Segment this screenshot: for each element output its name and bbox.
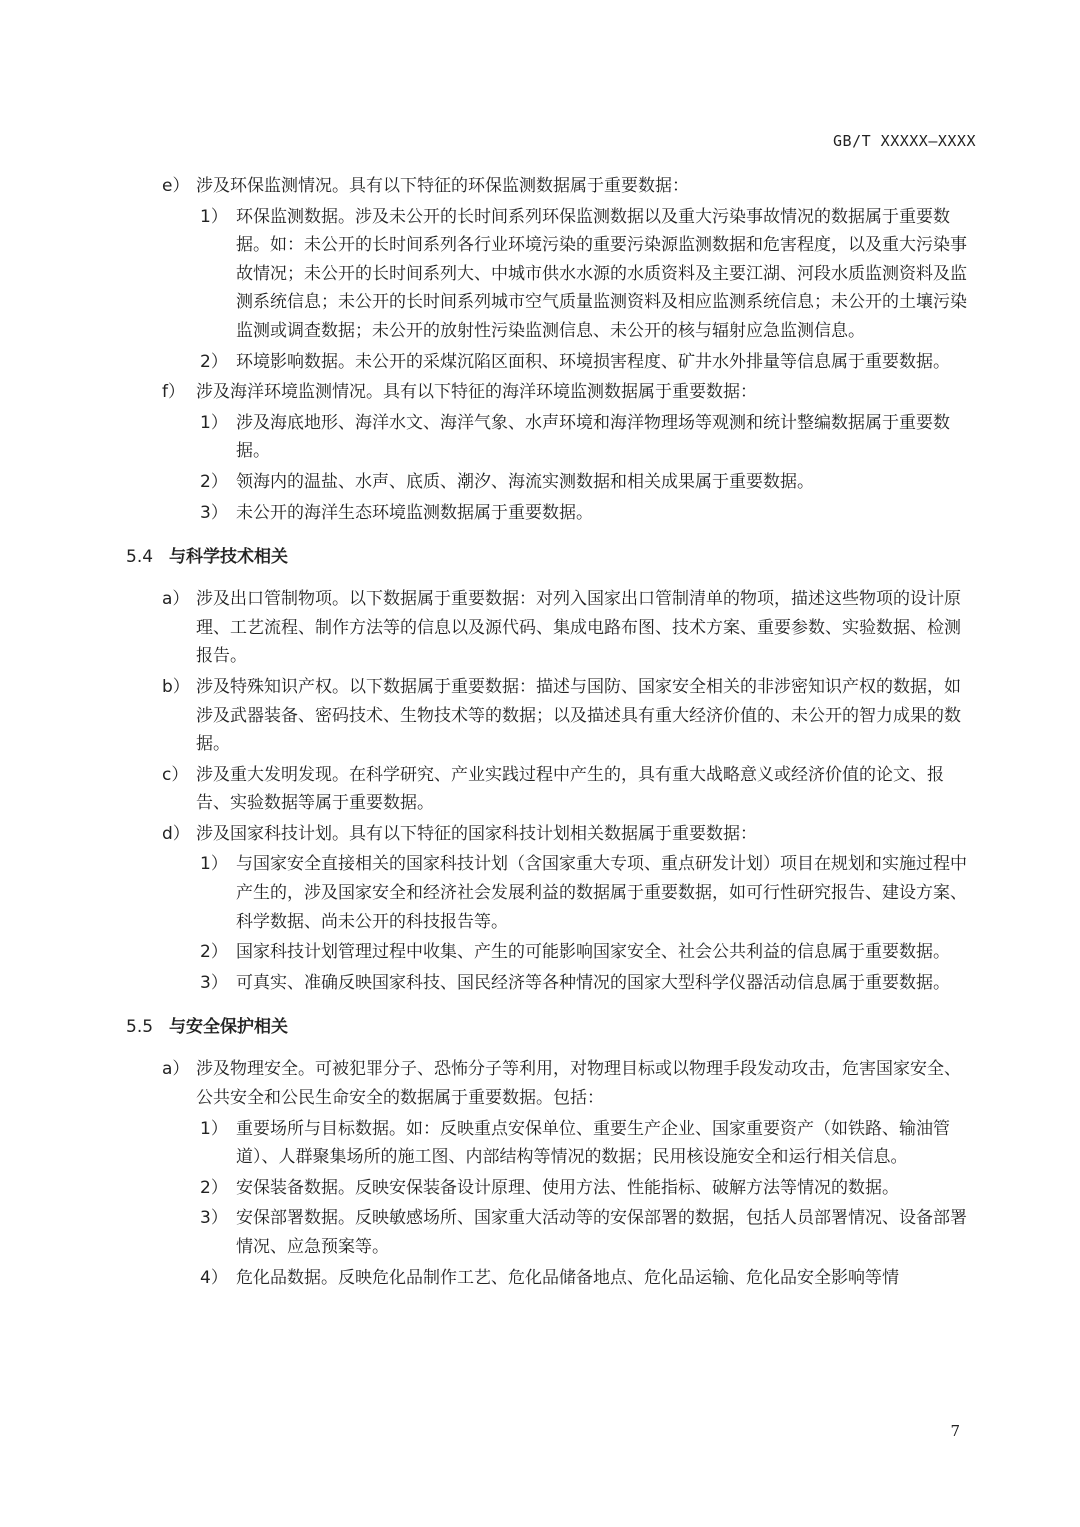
list-item-text: 安保装备数据。反映安保装备设计原理、使用方法、性能指标、破解方法等情况的数据。 xyxy=(236,1177,899,1198)
sub-list-item xyxy=(0,1174,1080,1203)
section-title: 与安全保护相关 xyxy=(169,1017,289,1038)
list-item xyxy=(0,585,1080,671)
list-item-text: 安保部署数据。反映敏感场所、国家重大活动等的安保部署的数据，包括人员部署情况、设备部署情况、应急预案等。 xyxy=(236,1208,967,1257)
sub-list-item xyxy=(0,1115,1080,1172)
list-marker: b） xyxy=(162,676,190,697)
list-marker: f） xyxy=(162,382,185,403)
list-item-text: 可真实、准确反映国家科技、国民经济等各种情况的国家大型科学仪器活动信息属于重要数据。 xyxy=(236,972,950,993)
list-item-text: 涉及出口管制物项。以下数据属于重要数据：对列入国家出口管制清单的物项，描述这些物项的设计原理、工艺流程、制作方法等的信息以及源代码、集成电路布图、技术方案、重要参数、实验数据、检测报告。 xyxy=(196,589,961,667)
list-marker: 2） xyxy=(200,351,228,372)
list-item-text: 重要场所与目标数据。如：反映重点安保单位、重要生产企业、国家重要资产（如铁路、输油管道）、人群聚集场所的施工图、内部结构等情况的数据；民用核设施安全和运行相关信息。 xyxy=(236,1118,950,1168)
list-item-text: 涉及环保监测情况。具有以下特征的环保监测数据属于重要数据： xyxy=(196,176,689,196)
list-item-text: 国家科技计划管理过程中收集、产生的可能影响国家安全、社会公共利益的信息属于重要数据。 xyxy=(236,942,950,963)
sub-list-item xyxy=(0,938,1080,967)
list-marker: d） xyxy=(162,823,190,844)
list-marker: 1） xyxy=(200,206,228,227)
list-item xyxy=(0,378,1080,407)
section-number: 5.5 xyxy=(126,1017,154,1038)
section-heading xyxy=(0,543,1080,571)
list-item xyxy=(0,820,1080,849)
sub-list-item xyxy=(0,1204,1080,1261)
list-marker: 2） xyxy=(200,471,228,492)
list-item-text: 领海内的温盐、水声、底质、潮汐、海流实测数据和相关成果属于重要数据。 xyxy=(236,471,814,492)
list-marker: 2） xyxy=(200,1177,228,1198)
list-item xyxy=(0,1055,1080,1112)
document-body xyxy=(0,172,1080,1294)
list-item-text: 与国家安全直接相关的国家科技计划（含国家重大专项、重点研发计划）项目在规划和实施过程中产生的，涉及国家安全和经济社会发展利益的数据属于重要数据，如可行性研究报告、建设方案、科学数据、尚未公开的科技报告等。 xyxy=(236,854,967,932)
list-item-text: 环境影响数据。未公开的采煤沉陷区面积、环境损害程度、矿井水外排量等信息属于重要数据。 xyxy=(236,351,950,372)
list-item xyxy=(0,673,1080,759)
list-marker: a） xyxy=(162,589,190,610)
list-marker: c） xyxy=(162,764,189,785)
sub-list-item xyxy=(0,969,1080,998)
list-marker: 2） xyxy=(200,942,228,963)
list-marker: 1） xyxy=(200,412,228,433)
document-code: GB/T XXXXX—XXXX xyxy=(833,132,976,150)
sub-list-item xyxy=(0,203,1080,346)
list-item-text: 未公开的海洋生态环境监测数据属于重要数据。 xyxy=(236,502,593,523)
list-item-text: 涉及物理安全。可被犯罪分子、恐怖分子等利用，对物理目标或以物理手段发动攻击，危害国家安全、公共安全和公民生命安全的数据属于重要数据。包括： xyxy=(196,1059,961,1109)
list-marker: 1） xyxy=(200,1118,228,1139)
list-marker: e） xyxy=(162,176,190,196)
list-marker: 4） xyxy=(200,1267,228,1288)
list-marker: a） xyxy=(162,1059,190,1080)
list-item-text: 涉及特殊知识产权。以下数据属于重要数据：描述与国防、国家安全相关的非涉密知识产权的数据，如涉及武器装备、密码技术、生物技术等的数据；以及描述具有重大经济价值的、未公开的智力成果的数据。 xyxy=(196,676,961,755)
sub-list-item xyxy=(0,850,1080,936)
list-item-text: 危化品数据。反映危化品制作工艺、危化品储备地点、危化品运输、危化品安全影响等情 xyxy=(236,1267,899,1288)
list-marker: 3） xyxy=(200,1208,228,1229)
list-item-text: 涉及重大发明发现。在科学研究、产业实践过程中产生的，具有重大战略意义或经济价值的论文、报告、实验数据等属于重要数据。 xyxy=(196,764,944,814)
list-item-text: 涉及海底地形、海洋水文、海洋气象、水声环境和海洋物理场等观测和统计整编数据属于重要数据。 xyxy=(236,412,950,462)
section-heading xyxy=(0,1013,1080,1041)
list-item-text: 涉及海洋环境监测情况。具有以下特征的海洋环境监测数据属于重要数据： xyxy=(196,382,757,403)
sub-list-item xyxy=(0,409,1080,466)
list-marker: 1） xyxy=(200,854,228,875)
sub-list-item xyxy=(0,468,1080,497)
section-title: 与科学技术相关 xyxy=(169,547,289,568)
list-item xyxy=(0,761,1080,818)
list-item xyxy=(0,172,1080,201)
section-number: 5.4 xyxy=(126,547,154,568)
list-item-text: 涉及国家科技计划。具有以下特征的国家科技计划相关数据属于重要数据： xyxy=(196,823,757,844)
sub-list-item xyxy=(0,348,1080,377)
list-marker: 3） xyxy=(200,972,228,993)
sub-list-item xyxy=(0,499,1080,528)
list-marker: 3） xyxy=(200,502,228,523)
page-number: 7 xyxy=(950,1422,960,1440)
sub-list-item xyxy=(0,1264,1080,1293)
list-item-text: 环保监测数据。涉及未公开的长时间系列环保监测数据以及重大污染事故情况的数据属于重要数据。如：未公开的长时间系列各行业环境污染的重要污染源监测数据和危害程度，以及重大污染事故情况；未公开的长时间系列大、中城市供水水源的水质资料及主要江湖、河段水质监测资料及监测系统信息；未公开的长时间系列城市空气质量监测资料及相应监测系统信息；未公开的土壤污染监测或调查数据；未公开的放射性污染监测信息、未公开的核与辐射应急监测信息。 xyxy=(236,206,967,341)
